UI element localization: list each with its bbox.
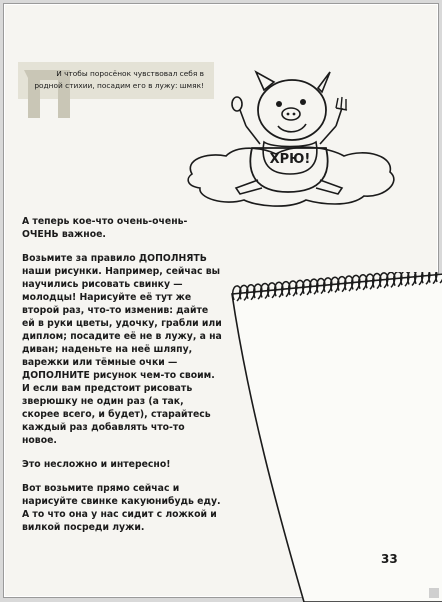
book-page bbox=[3, 3, 439, 598]
page-corner bbox=[429, 588, 439, 598]
bib-text: ХРЮ! bbox=[269, 152, 311, 167]
body-text bbox=[22, 215, 222, 545]
spiral-notebook-illustration bbox=[218, 272, 442, 602]
paragraph: Вот возьмите прямо сейчас и нарисуйте свинке какуюнибудь еду. А то что она у нас сидит с ложкой и вилкой посреди лужи. bbox=[22, 483, 221, 533]
intro-text: И чтобы поросёнок чувствовал себя в родной стихии, посадим его в лужу: шмяк! bbox=[34, 69, 204, 90]
page-number: 33 bbox=[381, 552, 398, 566]
pig-illustration bbox=[180, 64, 406, 212]
paragraph: А теперь кое-что очень-очень-ОЧЕНЬ важное. bbox=[22, 216, 188, 240]
paragraph: Возьмите за правило ДОПОЛНЯТЬ наши рисунки. Например, сейчас вы научились рисовать свинку — молодцы! Нарисуйте её тут же второй раз, что-то изменив: дайте ей в руки цветы, удочку, грабли или диплом; посадите её не в лужу, а на диван; наденьте на неё шляпу, варежки или тёмные очки — ДОПОЛНИТЕ рисунок чем-то своим. И если вам предстоит рисовать зверюшку не один раз (а так, скорее всего, и будет), старайтесь каждый раз добавлять что-то новое. bbox=[22, 253, 222, 446]
paragraph: Это несложно и интересно! bbox=[22, 459, 171, 470]
